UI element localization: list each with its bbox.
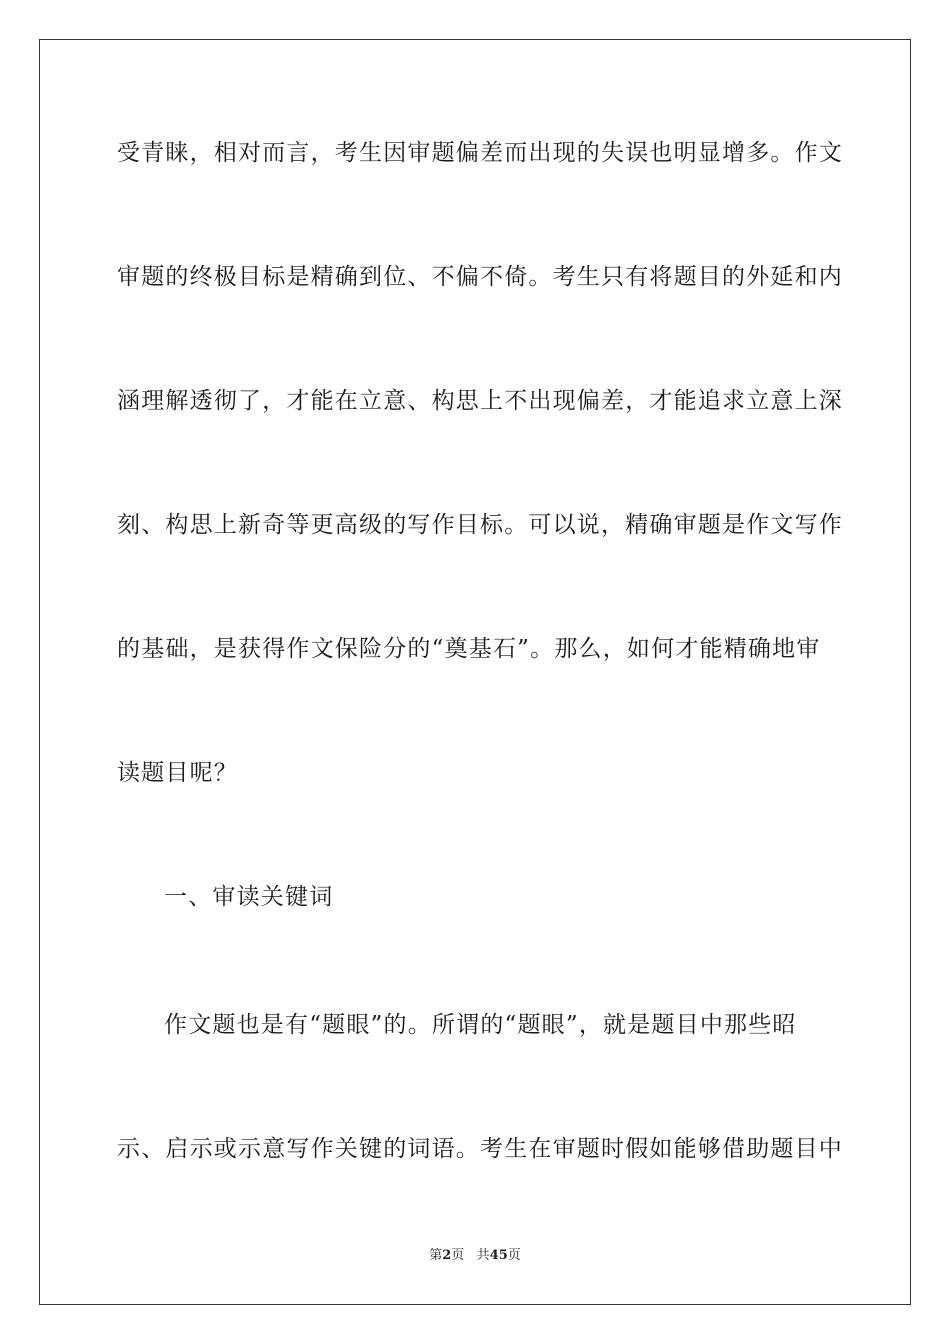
paragraph-line-1: 作文题也是有“题眼”的。所谓的“题眼”，就是题目中那些昭 bbox=[164, 1012, 797, 1038]
footer-page-number: 2 bbox=[442, 1248, 452, 1263]
footer-page-suffix: 页 bbox=[451, 1248, 465, 1263]
page-footer bbox=[0, 1248, 950, 1264]
body-line-4: 刻、构思上新奇等更高级的写作目标。可以说，精确审题是作文写作 bbox=[117, 512, 843, 538]
body-line-2: 审题的终极目标是精确到位、不偏不倚。考生只有将题目的外延和内 bbox=[117, 264, 843, 290]
footer-page-prefix: 第 bbox=[429, 1248, 443, 1263]
body-line-1: 受青睐，相对而言，考生因审题偏差而出现的失误也明显增多。作文 bbox=[117, 140, 843, 166]
body-line-6: 读题目呢？ bbox=[117, 760, 238, 786]
footer-total-pages: 45 bbox=[489, 1248, 508, 1263]
page-border bbox=[39, 39, 911, 1305]
section-heading: 一、审读关键词 bbox=[164, 884, 334, 910]
body-line-5: 的基础，是获得作文保险分的“奠基石”。那么，如何才能精确地审 bbox=[117, 636, 821, 662]
footer-total-prefix: 共 bbox=[476, 1248, 490, 1263]
body-line-3: 涵理解透彻了，才能在立意、构思上不出现偏差，才能追求立意上深 bbox=[117, 388, 843, 414]
paragraph-line-2: 示、启示或示意写作关键的词语。考生在审题时假如能够借助题目中 bbox=[117, 1136, 843, 1162]
footer-total-suffix: 页 bbox=[507, 1248, 521, 1263]
